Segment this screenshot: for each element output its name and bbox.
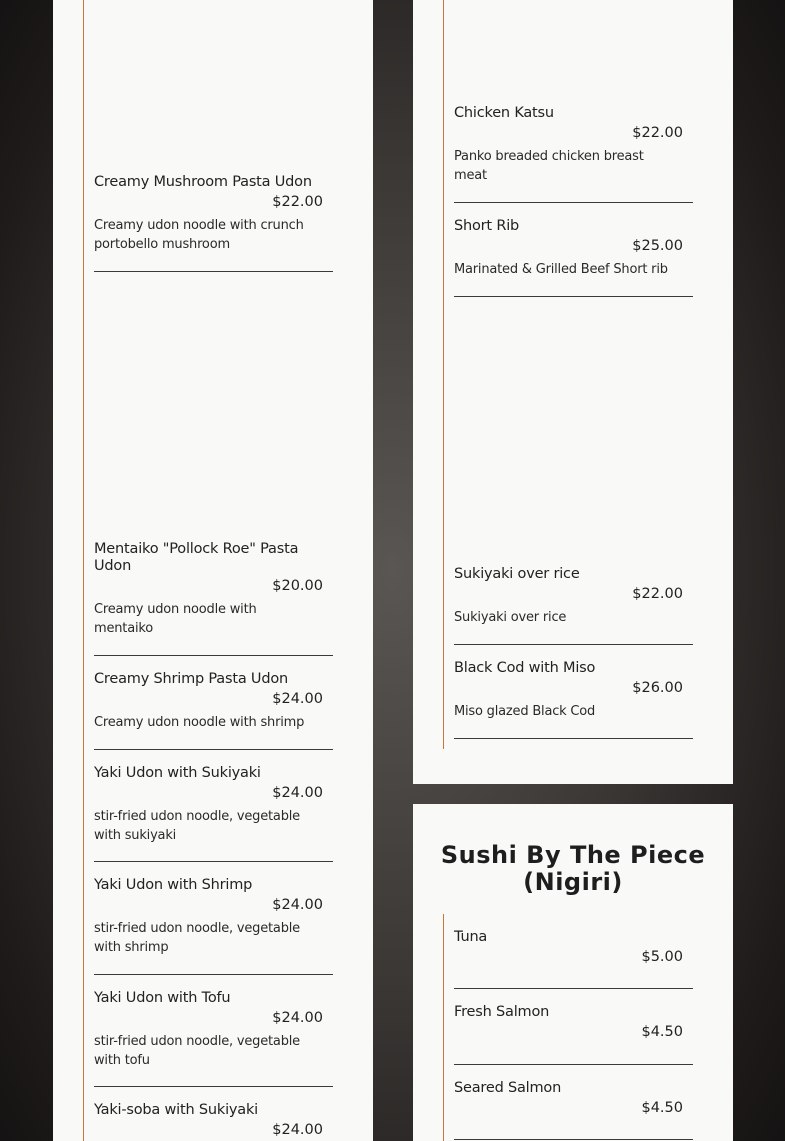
item-name: Yaki Udon with Sukiyaki: [94, 765, 261, 781]
item-price: $26.00: [632, 680, 683, 696]
item-price: $22.00: [632, 125, 683, 141]
item-name: Yaki-soba with Sukiyaki: [94, 1102, 259, 1118]
menu-item[interactable]: [94, 671, 333, 733]
accent-line: [443, 914, 444, 1141]
item-price: $5.00: [641, 949, 683, 965]
item-price: $24.00: [272, 691, 323, 707]
divider: [94, 1086, 333, 1087]
divider: [94, 655, 333, 656]
menu-item[interactable]: [94, 1102, 333, 1139]
item-name: Tuna: [454, 929, 488, 945]
item-name: Yaki Udon with Shrimp: [94, 877, 253, 893]
section-title: Sushi By The Piece (Nigiri): [440, 841, 706, 896]
item-description: Sukiyaki over rice: [454, 610, 567, 625]
item-name: Short Rib: [454, 218, 520, 234]
menu-item[interactable]: [94, 990, 333, 1070]
item-price: $22.00: [272, 194, 323, 210]
divider: [454, 1139, 693, 1140]
item-name: Creamy Mushroom Pasta Udon: [94, 174, 312, 190]
sushi-panel: [413, 804, 733, 1141]
item-price: $24.00: [272, 1010, 323, 1026]
divider: [454, 644, 693, 645]
item-price: $24.00: [272, 1122, 323, 1138]
item-description: Marinated & Grilled Beef Short rib: [454, 262, 668, 277]
item-name: Yaki Udon with Tofu: [94, 990, 231, 1006]
menu-item[interactable]: [94, 765, 333, 845]
item-name: Sukiyaki over rice: [454, 566, 580, 582]
item-description: stir-fried udon noodle, vegetable with tofu: [94, 1034, 300, 1068]
menu-item[interactable]: [94, 174, 333, 254]
item-description: stir-fried udon noodle, vegetable with shrimp: [94, 921, 300, 955]
menu-item[interactable]: [454, 1080, 693, 1117]
item-description: Creamy udon noodle with crunch portobello mushroom: [94, 218, 304, 252]
divider: [94, 974, 333, 975]
divider: [94, 861, 333, 862]
divider: [454, 202, 693, 203]
accent-line: [443, 0, 444, 749]
menu-item[interactable]: [454, 566, 693, 628]
divider: [454, 738, 693, 739]
item-price: $4.50: [641, 1100, 683, 1116]
divider: [454, 988, 693, 989]
item-description: Miso glazed Black Cod: [454, 704, 596, 719]
divider: [94, 271, 333, 272]
item-price: $24.00: [272, 785, 323, 801]
menu-item[interactable]: [94, 541, 333, 638]
accent-line: [83, 0, 84, 1141]
item-name: Mentaiko "Pollock Roe" Pasta Udon: [94, 541, 299, 574]
menu-item[interactable]: [454, 929, 693, 966]
menu-panel-left: [53, 0, 373, 1141]
divider: [94, 749, 333, 750]
menu-item[interactable]: [454, 660, 693, 722]
menu-item[interactable]: [454, 105, 693, 185]
menu-item[interactable]: [454, 218, 693, 280]
item-description: Creamy udon noodle with mentaiko: [94, 602, 257, 636]
item-name: Fresh Salmon: [454, 1004, 550, 1020]
item-name: Seared Salmon: [454, 1080, 562, 1096]
item-description: stir-fried udon noodle, vegetable with sukiyaki: [94, 809, 300, 843]
menu-panel-right: [413, 0, 733, 784]
item-description: Creamy udon noodle with shrimp: [94, 715, 305, 730]
item-name: Creamy Shrimp Pasta Udon: [94, 671, 289, 687]
item-name: Black Cod with Miso: [454, 660, 596, 676]
item-price: $20.00: [272, 578, 323, 594]
item-price: $22.00: [632, 586, 683, 602]
divider: [454, 296, 693, 297]
item-description: Panko breaded chicken breast meat: [454, 149, 644, 183]
item-price: $24.00: [272, 897, 323, 913]
item-price: $4.50: [641, 1024, 683, 1040]
menu-item[interactable]: [94, 877, 333, 957]
item-name: Chicken Katsu: [454, 105, 554, 121]
menu-item[interactable]: [454, 1004, 693, 1041]
item-price: $25.00: [632, 238, 683, 254]
divider: [454, 1064, 693, 1065]
